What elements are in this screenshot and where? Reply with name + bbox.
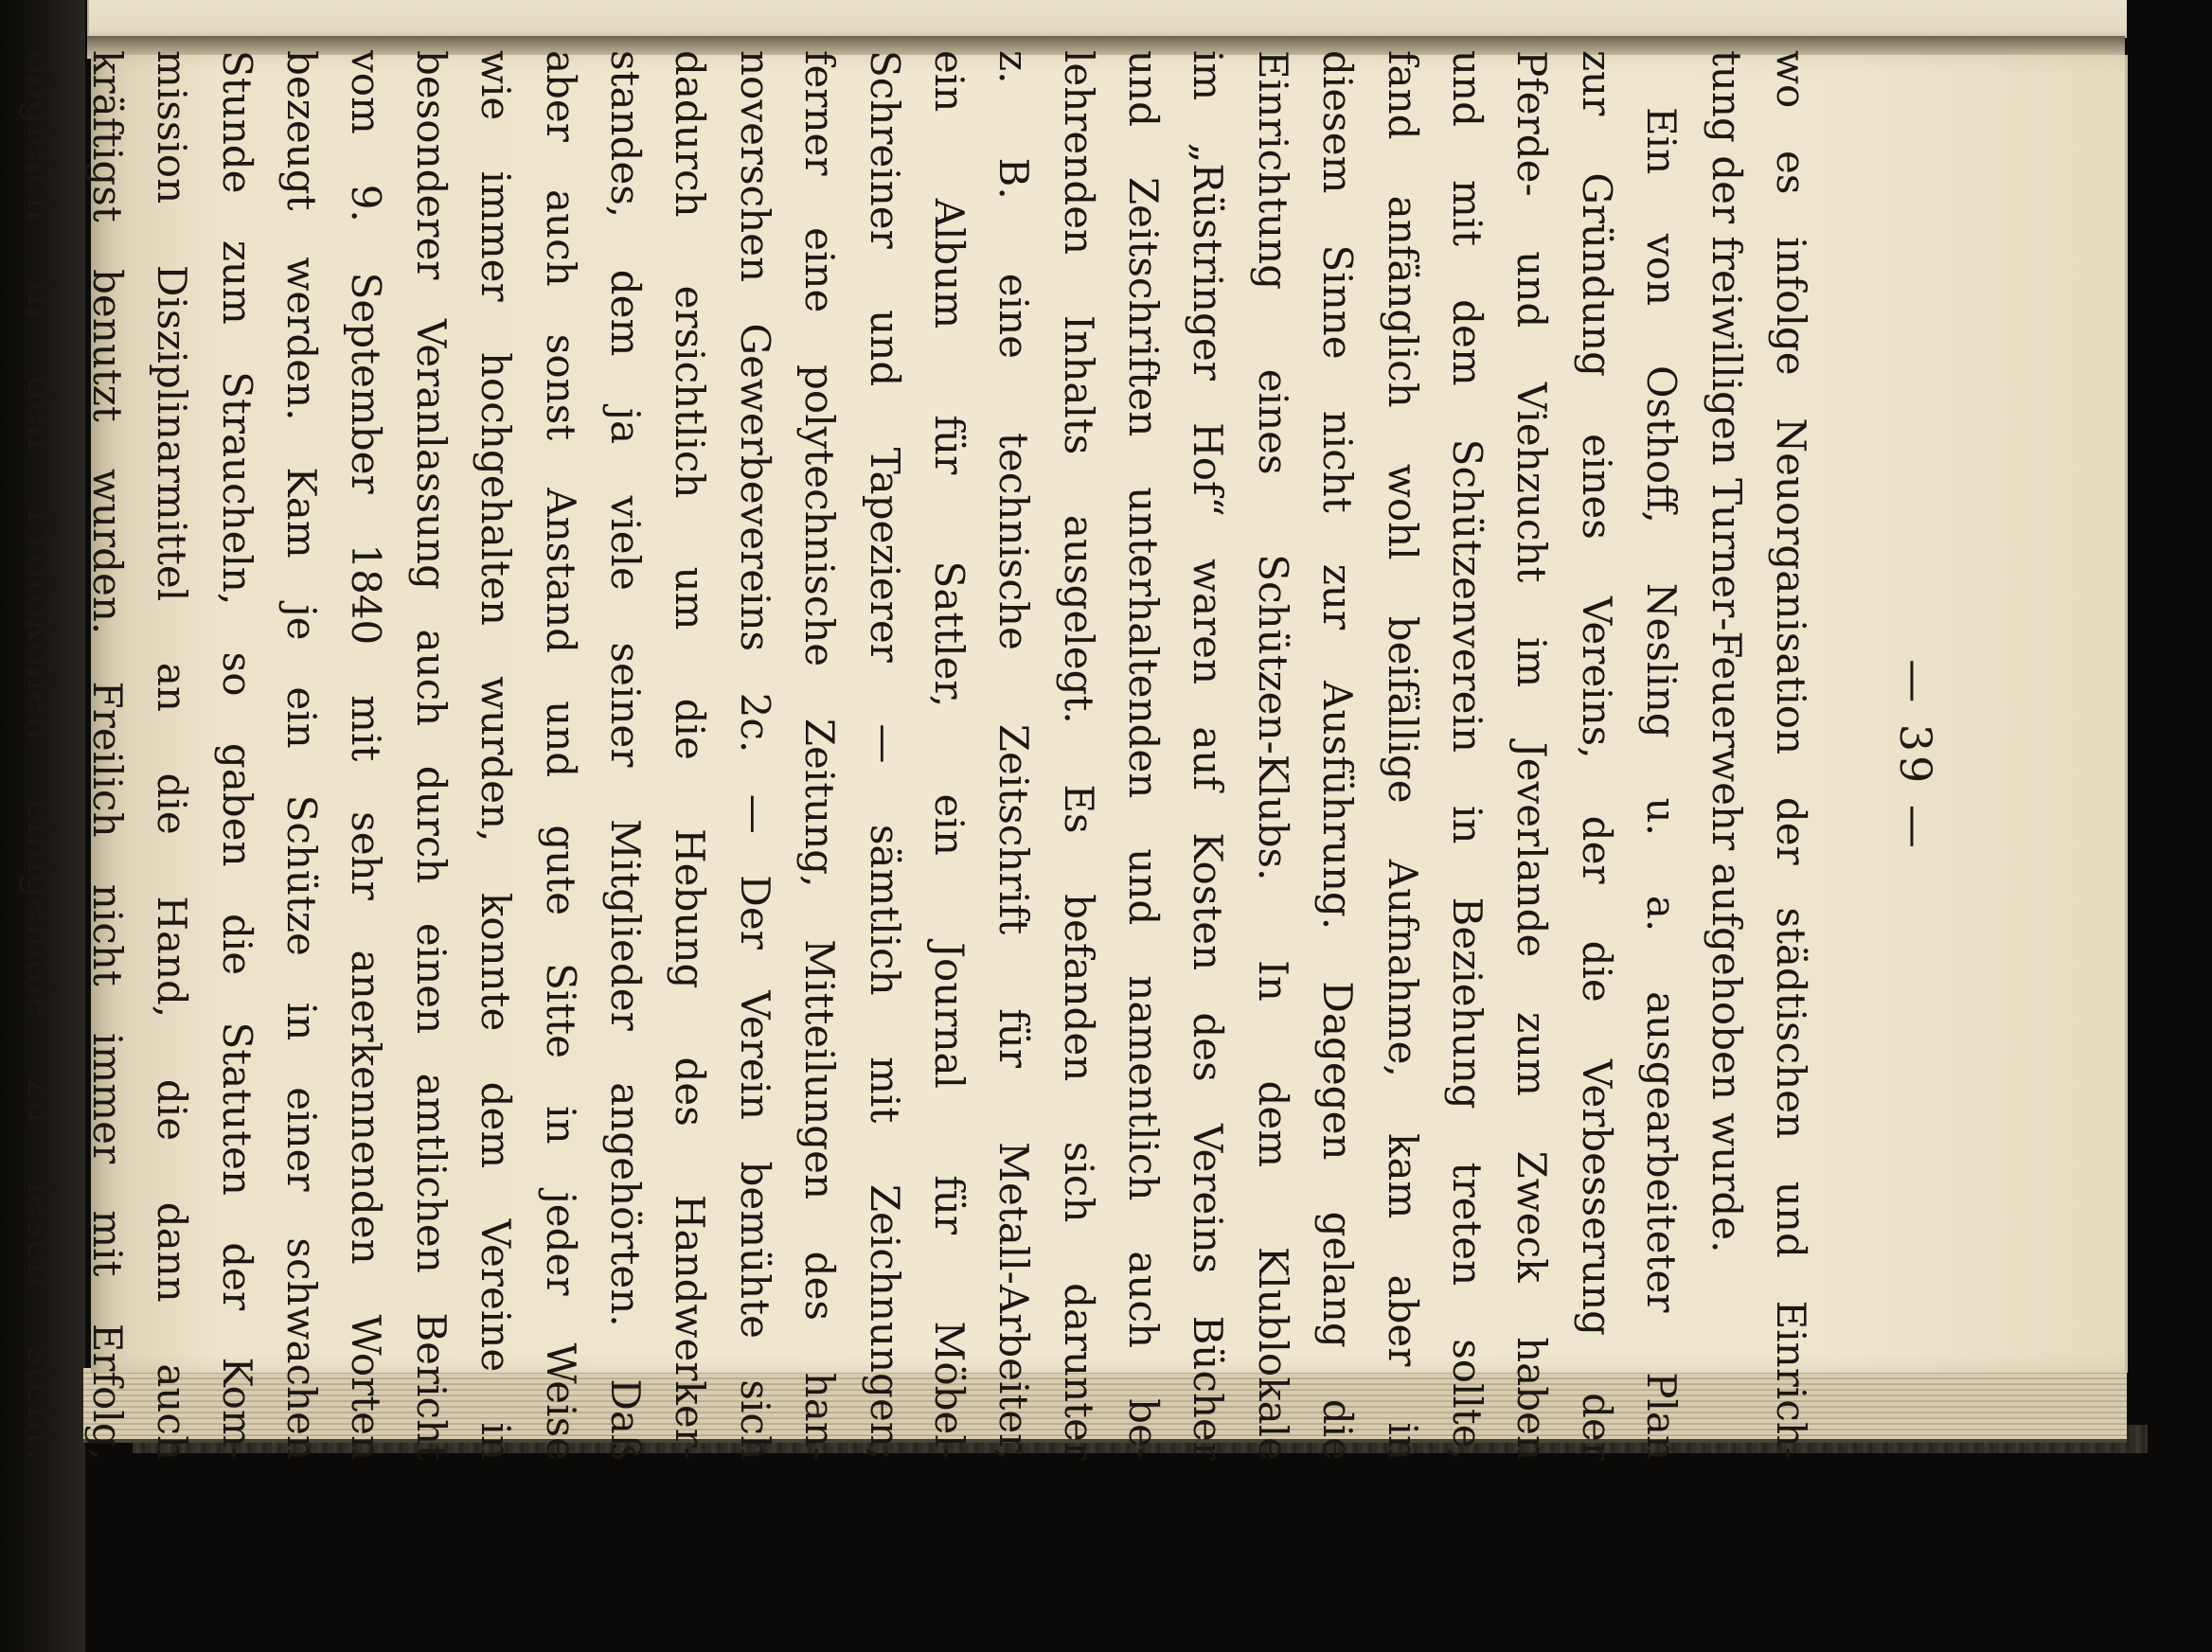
page-number: — 39 — [1890, 659, 1941, 852]
text-line: mission Disziplinarmittel an die Hand, die dann auch [149, 50, 196, 1461]
text-line: Pferde- und Viehzucht im Jeverlande zum Zweck haben [1508, 50, 1556, 1461]
text-line: Ein von Osthoff, Nesling u. a. ausgearbeiteter Plan [1638, 107, 1686, 1461]
text-line: z. B. eine technische Zeitschrift für Metall-Arbeiter, [990, 50, 1038, 1461]
text-line: dadurch ersichtlich um die Hebung des Handwerker- [667, 50, 714, 1461]
page-text-block [0, 50, 1823, 1461]
text-line: bezeugt werden. Kam je ein Schütze in einer schwachen [278, 50, 326, 1461]
text-line: noverschen Gewerbevereins 2c. — Der Verein bemühte sich [731, 50, 778, 1461]
text-line: Einrichtung eines Schützen-Klubs. In dem Klublokale [1249, 50, 1296, 1461]
text-line: tung der freiwilligen Turner-Feuerwehr aufgehoben wurde. [1703, 50, 1750, 1253]
text-line: vom 9. September 1840 mit sehr anerkennenden Worten [343, 50, 390, 1461]
text-line: wie immer hochgehalten wurden, konnte dem Vereine in [473, 50, 520, 1461]
text-line: Stunde zum Straucheln, so gaben die Statuten der Kom- [213, 50, 260, 1461]
text-line: ein Album für Sattler, ein Journal für Möbel- [925, 50, 972, 1461]
text-line: und mit dem Schützenverein in Beziehung treten sollte, [1444, 50, 1491, 1461]
text-line: Schreiner und Tapezierer — sämtlich mit Zeichnungen; [861, 50, 908, 1461]
text-line: zur Gründung eines Vereins, der die Verbesserung der [1573, 50, 1620, 1461]
text-line: diesem Sinne nicht zur Ausführung. Dagegen gelang die [1314, 50, 1362, 1461]
text-line: obgleich in den Protokollen einigemale zu lesen steht: [19, 50, 66, 1461]
text-line: besonderer Veranlassung auch durch einen amtlichen Bericht [407, 50, 455, 1461]
text-line: ferner eine polytechnische Zeitung, Mitteilungen des han- [796, 50, 844, 1461]
book-page [19, 50, 2128, 1461]
text-line: standes, dem ja viele seiner Mitglieder angehörten. Daß [601, 50, 649, 1461]
text-line: aber auch sonst Anstand und gute Sitte in jeder Weise [537, 50, 584, 1461]
text-line: lehrenden Inhalts ausgelegt. Es befanden sich darunter [1055, 50, 1102, 1461]
text-line [0, 50, 9, 1461]
text-line: und Zeitschriften unterhaltenden und namentlich auch be- [1120, 50, 1168, 1461]
text-line: kräftigst benutzt wurden. Freilich nicht immer mit Erfolg, [83, 50, 131, 1461]
text-line: fand anfänglich wohl beifällige Aufnahme, kam aber in [1379, 50, 1426, 1461]
text-line: wo es infolge Neuorganisation der städtischen und Einrich- [1768, 50, 1814, 1461]
text-line: im „Rüstringer Hof“ waren auf Kosten des Vereins Bücher [1185, 50, 1232, 1461]
